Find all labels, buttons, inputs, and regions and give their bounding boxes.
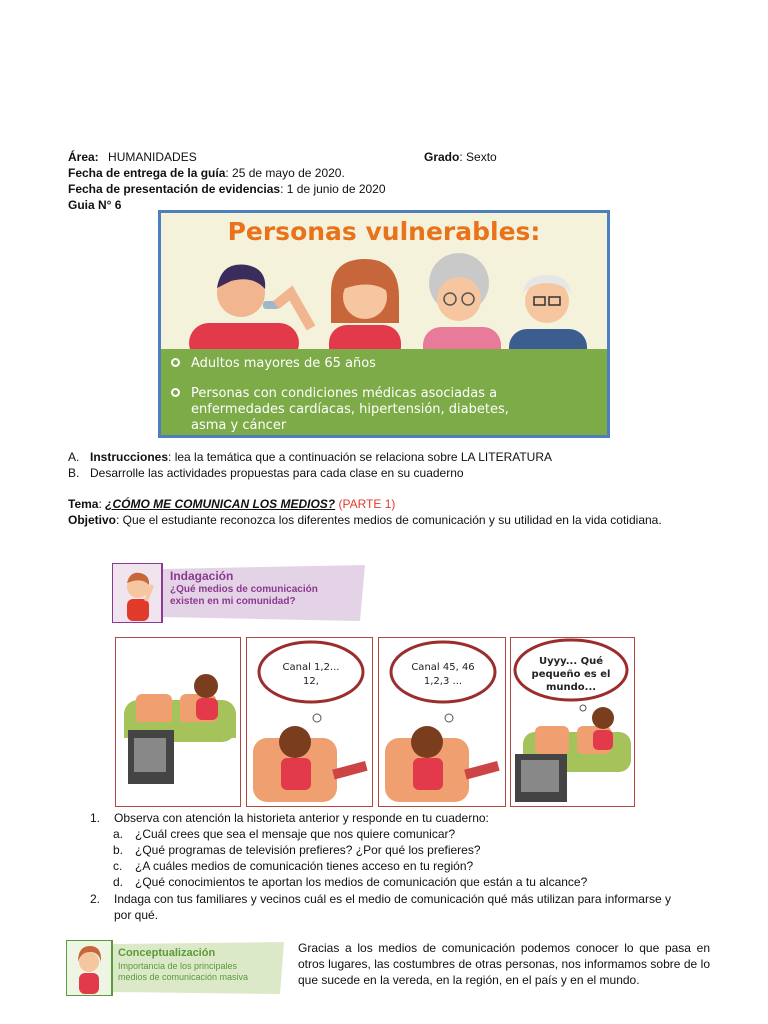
banner-line-1: Adultos mayores de 65 años <box>191 356 376 371</box>
grado-line <box>424 150 497 165</box>
grado-label: Grado <box>424 150 460 164</box>
concept-sub-1: Importancia de los principales <box>118 961 238 971</box>
q1c-text: ¿A cuáles medios de comunicación tienes acceso en tu región? <box>135 859 474 873</box>
area-label: Área: <box>68 150 99 164</box>
instruction-a-text: : lea la temática que a continuación se relaciona sobre LA LITERATURA <box>168 450 553 464</box>
channel-thought-illustration <box>379 638 505 806</box>
question-1d <box>113 875 587 890</box>
area-value: HUMANIDADES <box>108 150 197 164</box>
guia-label: Guia N° 6 <box>68 198 122 212</box>
indagacion-sub-2: existen en mi comunidad? <box>170 596 296 607</box>
q1a-marker: a. <box>113 827 124 841</box>
guia-line <box>68 198 121 213</box>
banner-line-2c: asma y cáncer <box>191 418 287 433</box>
bullet-icon <box>171 358 180 367</box>
banner-line-2b: enfermedades cardíacas, hipertensión, diabetes, <box>191 402 509 417</box>
comic-panel-3 <box>378 637 506 807</box>
q1c-marker: c. <box>113 859 123 873</box>
q2-text-a: Indaga con tus familiares y vecinos cuál es el medio de comunicación qué más utilizan para informarse y <box>114 892 671 906</box>
banner-line-2a: Personas con condiciones médicas asociadas a <box>191 386 498 401</box>
tv-watching-illustration <box>116 638 240 806</box>
woman-figure <box>329 259 401 353</box>
tema-sep: : <box>98 497 106 511</box>
question-1c <box>113 859 473 874</box>
intro-paragraph: Gracias a los medios de comunicación podemos conocer lo que pasa en otros lugares, las costumbres de otras personas, nos informamos sobre de lo que sucede en la vereda, en la región, en el país y en el mundo. <box>298 941 710 987</box>
bubble4-line3: mundo... <box>545 682 597 693</box>
small-world-illustration <box>511 638 634 806</box>
tema-line <box>68 497 395 512</box>
comic-panel-1 <box>115 637 241 807</box>
instruction-b-text: Desarrolle las actividades propuestas para cada clase en su cuaderno <box>90 466 464 480</box>
q2-text-b: por qué. <box>114 908 159 922</box>
older-woman-figure <box>423 253 501 353</box>
q1-number: 1. <box>90 811 101 825</box>
comic-panel-2 <box>246 637 373 807</box>
entrega-line <box>68 166 345 181</box>
conceptualizacion-sub <box>118 961 248 983</box>
bubble4-line2: pequeño es el <box>531 669 611 680</box>
instruction-a <box>68 450 552 465</box>
area-line <box>68 150 197 165</box>
indagacion-sub-1: ¿Qué medios de comunicación <box>170 584 318 595</box>
objetivo-label: Objetivo <box>68 513 117 527</box>
question-1a <box>113 827 455 842</box>
objetivo-text: : Que el estudiante reconozca los diferentes medios de comunicación y su utilidad en la vida cotidiana. <box>116 513 662 527</box>
question-1b <box>113 843 481 858</box>
channel-thought-illustration <box>247 638 372 806</box>
bubble3-line1: Canal 45, 46 <box>411 662 475 673</box>
entrega-label: Fecha de entrega de la guía <box>68 166 226 180</box>
banner-title: Personas vulnerables: <box>227 217 541 246</box>
question-1 <box>90 811 489 826</box>
q2-number: 2. <box>90 892 101 906</box>
concept-sub-2: medios de comunicación masiva <box>118 972 249 982</box>
conceptualizacion-header <box>66 940 286 996</box>
bubble2-line2: 12, <box>303 676 319 687</box>
entrega-value: : 25 de mayo de 2020. <box>225 166 345 180</box>
man-figure <box>189 264 311 353</box>
instruction-a-label: Instrucciones <box>90 450 169 464</box>
comic-panel-4 <box>510 637 635 807</box>
instruction-b-marker: B. <box>68 466 80 480</box>
instruction-a-marker: A. <box>68 450 80 464</box>
tema-label: Tema <box>68 497 99 511</box>
people-illustration <box>161 253 607 353</box>
bullet-icon <box>171 388 180 397</box>
indagacion-header <box>112 563 365 623</box>
vulnerable-people-banner <box>158 210 610 438</box>
bubble2-line1: Canal 1,2... <box>282 662 340 673</box>
tema-title: ¿CÓMO ME COMUNICAN LOS MEDIOS? <box>105 497 336 511</box>
presentacion-value: : 1 de junio de 2020 <box>280 182 386 196</box>
indagacion-sub <box>170 584 318 608</box>
objetivo-line <box>68 513 662 528</box>
presentacion-label: Fecha de presentación de evidencias <box>68 182 281 196</box>
grado-value: : Sexto <box>459 150 497 164</box>
conceptualizacion-label: Conceptualización <box>118 947 216 959</box>
question-2-cont <box>114 908 158 923</box>
bubble3-line2: 1,2,3 ... <box>423 676 463 687</box>
bubble4-line1: Uyyy... Qué <box>538 656 604 667</box>
indagacion-label: Indagación <box>170 569 234 583</box>
q1b-marker: b. <box>113 843 124 857</box>
instruction-b <box>68 466 464 481</box>
q1a-text: ¿Cuál crees que sea el mensaje que nos quiere comunicar? <box>135 827 456 841</box>
older-man-figure <box>509 275 587 353</box>
q1d-text: ¿Qué conocimientos te aportan los medios de comunicación que están a tu alcance? <box>135 875 588 889</box>
q1d-marker: d. <box>113 875 124 889</box>
question-2 <box>90 892 671 907</box>
q1-text: Observa con atención la historieta anterior y responde en tu cuaderno: <box>114 811 489 825</box>
banner-list <box>161 349 607 435</box>
presentacion-line <box>68 182 386 197</box>
q1b-text: ¿Qué programas de televisión prefieres? ¿Por qué los prefieres? <box>135 843 481 857</box>
tema-part: (PARTE 1) <box>338 497 396 511</box>
